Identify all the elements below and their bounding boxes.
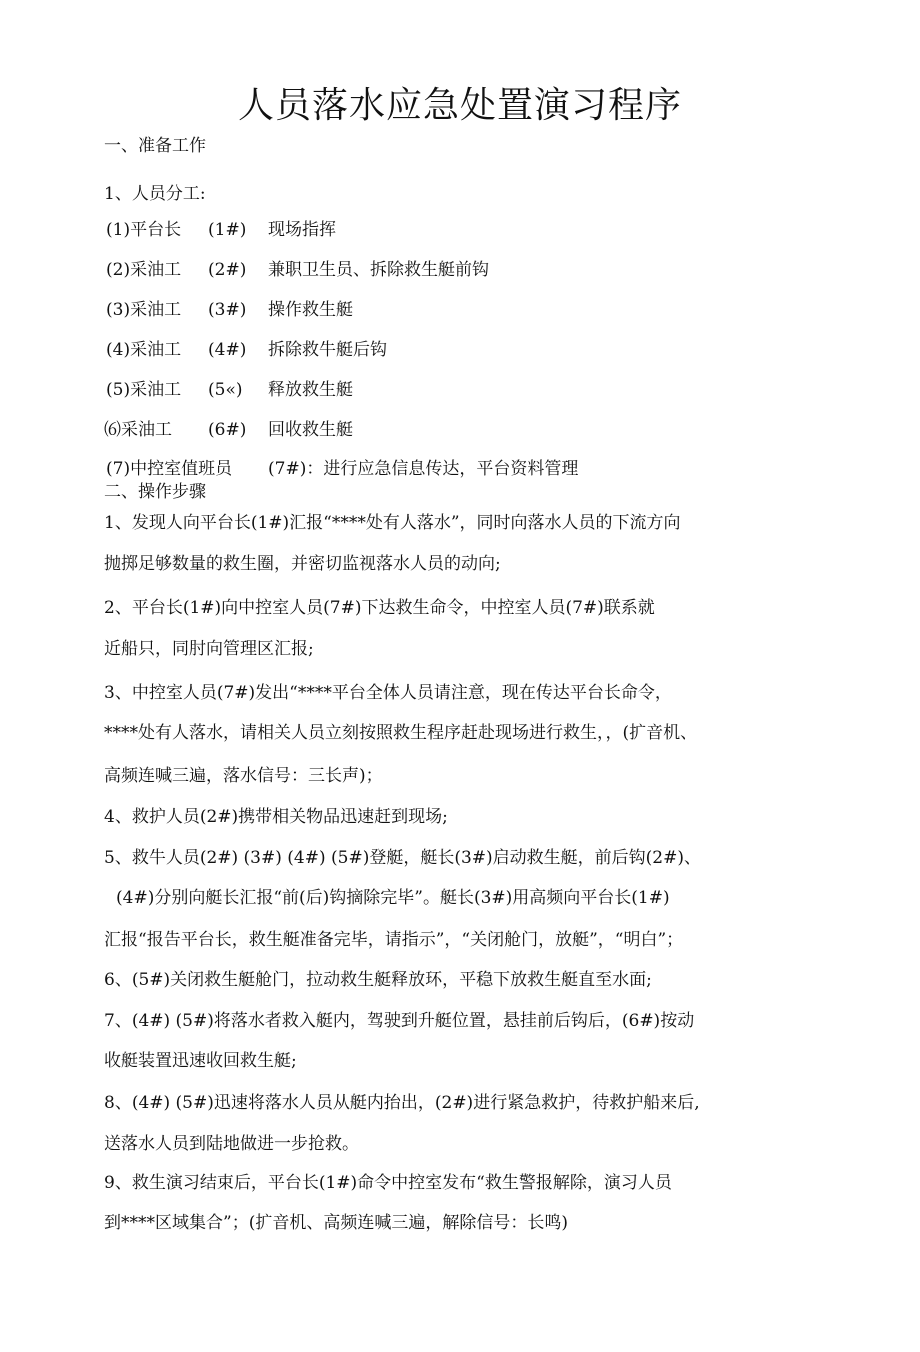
step-line: 9、救生演习结束后，平台长(1#)命令中控室发布“救生警报解除，演习人员 xyxy=(104,1173,672,1193)
role-name: (2)采油工 xyxy=(106,260,182,280)
role-duty: 现场指挥 xyxy=(268,220,336,240)
role-id: (4#) xyxy=(208,340,247,360)
step-line: ****处有人落水，请相关人员立刻按照救生程序赶赴现场进行救生，，(扩音机、 xyxy=(104,723,698,743)
role-id: (6#) xyxy=(208,420,247,440)
step-line: 7、(4#) (5#)将落水者救入艇内，驾驶到升艇位置，悬挂前后钩后，(6#)按动 xyxy=(104,1011,695,1031)
roles-subheading: 1、人员分工: xyxy=(104,184,206,204)
step-line: 到****区域集合”；(扩音机、高频连喊三遍，解除信号：长鸣) xyxy=(104,1213,568,1233)
step-line: 1、发现人向平台长(1#)汇报“****处有人落水”，同时向落水人员的下流方向 xyxy=(104,513,681,533)
section1-heading: 一、准备工作 xyxy=(104,136,206,156)
role-name: (3)采油工 xyxy=(106,300,182,320)
role-id: (5«) xyxy=(208,380,243,400)
step-line: 高频连喊三遍，落水信号：三长声)； xyxy=(104,766,383,786)
role-duty: 拆除救牛艇后钩 xyxy=(268,340,387,360)
role-id: (7#)：进行应急信息传达，平台资料管理 xyxy=(268,459,579,479)
role-id: (3#) xyxy=(208,300,247,320)
step-line: 送落水人员到陆地做进一步抢救。 xyxy=(104,1134,359,1154)
step-line: 抛掷足够数量的救生圈，并密切监视落水人员的动向; xyxy=(104,554,501,574)
step-line: 6、(5#)关闭救生艇舱门，拉动救生艇释放环，平稳下放救生艇直至水面; xyxy=(104,970,652,990)
role-duty: 回收救生艇 xyxy=(268,420,353,440)
step-line: 汇报“报告平台长，救生艇准备完毕，请指示”，“关闭舱门，放艇”，“明白”； xyxy=(104,930,684,950)
section2-heading: 二、操作步骤 xyxy=(104,482,206,502)
role-name: ⑹采油工 xyxy=(104,420,172,440)
step-line: (4#)分别向艇长汇报“前(后)钩摘除完毕”。艇长(3#)用高频向平台长(1#) xyxy=(116,888,670,908)
role-name: (1)平台长 xyxy=(106,220,182,240)
step-line: 2、平台长(1#)向中控室人员(7#)下达救生命令，中控室人员(7#)联系就 xyxy=(104,598,655,618)
role-name: (4)采油工 xyxy=(106,340,182,360)
step-line: 近船只，同肘向管理区汇报; xyxy=(104,639,314,659)
role-name: (5)采油工 xyxy=(106,380,182,400)
step-line: 5、救牛人员(2#) (3#) (4#) (5#)登艇，艇长(3#)启动救生艇，前后钩(2#)、 xyxy=(104,848,701,868)
role-duty: 释放救生艇 xyxy=(268,380,353,400)
step-line: 8、(4#) (5#)迅速将落水人员从艇内抬出，(2#)进行紧急救护，待救护船来后, xyxy=(104,1093,700,1113)
role-duty: 操作救生艇 xyxy=(268,300,353,320)
document-title: 人员落水应急处置演习程序 xyxy=(237,85,682,126)
step-line: 3、中控室人员(7#)发出“****平台全体人员请注意，现在传达平台长命令， xyxy=(104,683,672,703)
role-name: (7)中控室值班员 xyxy=(106,459,233,479)
step-line: 收艇装置迅速收回救生艇; xyxy=(104,1051,297,1071)
step-line: 4、救护人员(2#)携带相关物品迅速赶到现场; xyxy=(104,807,448,827)
role-id: (1#) xyxy=(208,220,247,240)
role-id: (2#) xyxy=(208,260,247,280)
role-duty: 兼职卫生员、拆除救生艇前钩 xyxy=(268,260,489,280)
